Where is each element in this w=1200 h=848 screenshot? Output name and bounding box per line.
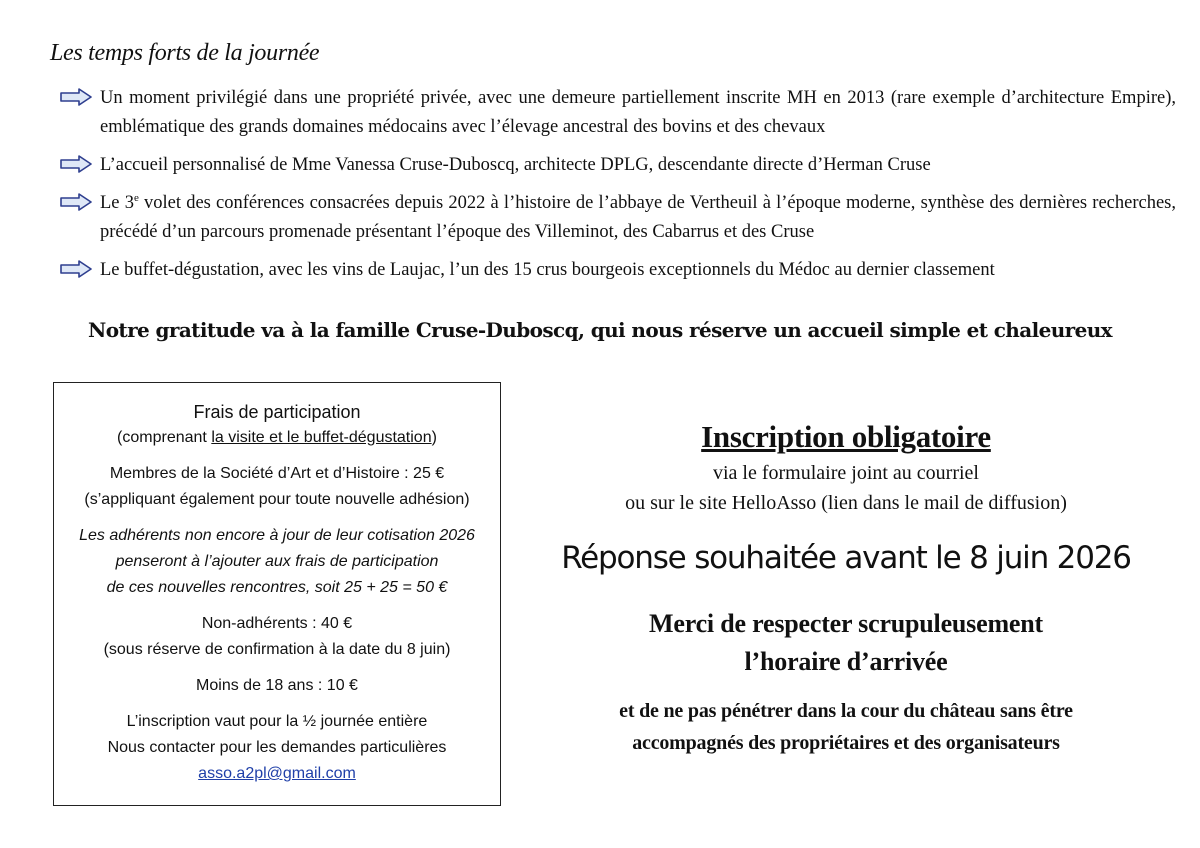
contact-email-line bbox=[54, 761, 500, 787]
list-item bbox=[60, 256, 1176, 285]
renewal-note-line: Les adhérents non encore à jour de leur cotisation 2026 bbox=[79, 527, 475, 544]
non-members-fee-group bbox=[54, 611, 500, 663]
right-arrow-icon bbox=[60, 155, 92, 173]
fees-subtitle-end: ) bbox=[431, 429, 437, 446]
arrival-notice-line: Merci de respecter scrupuleusement bbox=[649, 609, 1043, 638]
section-heading: Les temps forts de la journée bbox=[50, 40, 320, 66]
renewal-note-line: de ces nouvelles rencontres, soit 25 + 25 = 50 € bbox=[106, 579, 448, 596]
fees-box bbox=[53, 382, 501, 806]
courtyard-notice-line: accompagnés des propriétaires et des organisateurs bbox=[632, 732, 1060, 754]
highlight-text-rest: volet des conférences consacrées depuis 2022 à l’histoire de l’abbaye de Vertheuil à l’époque moderne, synthèse des dernières recherches, précédé d’un parcours promenade présentant l’époque des Villeminot, des Cabarrus et des Cruse bbox=[100, 193, 1176, 242]
renewal-note-line: penseront à l’ajouter aux frais de participation bbox=[115, 553, 439, 570]
under18-fee-group bbox=[54, 673, 500, 699]
members-fee-note: (s’appliquant également pour toute nouvelle adhésion) bbox=[84, 491, 470, 508]
highlight-text: L’accueil personnalisé de Mme Vanessa Cruse-Duboscq, architecte DPLG, descendante directe d’Herman Cruse bbox=[100, 155, 931, 175]
renewal-note-group bbox=[54, 523, 500, 601]
non-members-fee: Non-adhérents : 40 € bbox=[201, 615, 353, 632]
gratitude-statement: Notre gratitude va à la famille Cruse-Duboscq, qui nous réserve un accueil simple et chaleureux bbox=[88, 318, 1112, 342]
half-day-note: L’inscription vaut pour la ½ journée entière bbox=[126, 713, 428, 730]
contact-note: Nous contacter pour les demandes particulières bbox=[107, 739, 447, 756]
arrival-notice bbox=[530, 605, 1162, 681]
fees-subtitle-underlined: la visite et le buffet-dégustation bbox=[211, 429, 432, 446]
contact-group bbox=[54, 709, 500, 787]
registration-line: via le formulaire joint au courriel bbox=[712, 462, 979, 484]
highlight-text bbox=[100, 189, 1176, 247]
highlight-text: Un moment privilégié dans une propriété privée, avec une demeure partiellement inscrite MH en 2013 (rare exemple d’architecture Empire), emblématique des grands domaines médocains avec l’élevage ancestral des bovins et des chevaux bbox=[100, 88, 1176, 137]
courtyard-notice-line: et de ne pas pénétrer dans la cour du château sans être bbox=[619, 700, 1073, 722]
highlight-text-start: Le 3 bbox=[100, 193, 134, 213]
highlight-text: Le buffet-dégustation, avec les vins de Laujac, l’un des 15 crus bourgeois exceptionnels du Médoc au dernier classement bbox=[100, 260, 995, 280]
registration-title: Inscription obligatoire bbox=[701, 419, 991, 454]
right-arrow-icon bbox=[60, 88, 92, 106]
members-fee: Membres de la Société d’Art et d’Histoire : 25 € bbox=[109, 465, 445, 482]
reply-deadline: Réponse souhaitée avant le 8 juin 2026 bbox=[561, 540, 1131, 576]
list-item bbox=[60, 84, 1176, 142]
fees-title: Frais de participation bbox=[193, 402, 361, 422]
fees-subtitle bbox=[54, 425, 500, 451]
arrival-notice-line: l’horaire d’arrivée bbox=[744, 647, 948, 676]
fees-subtitle-start: (comprenant bbox=[117, 429, 212, 446]
registration-line: ou sur le site HelloAsso (lien dans le mail de diffusion) bbox=[625, 492, 1067, 514]
members-fee-group bbox=[54, 461, 500, 513]
right-arrow-icon bbox=[60, 193, 92, 211]
list-item bbox=[60, 151, 1176, 180]
non-members-fee-note: (sous réserve de confirmation à la date du 8 juin) bbox=[103, 641, 451, 658]
list-item bbox=[60, 189, 1176, 247]
email-link[interactable]: asso.a2pl@gmail.com bbox=[198, 765, 356, 782]
highlights-list bbox=[60, 84, 1176, 294]
under18-fee: Moins de 18 ans : 10 € bbox=[196, 677, 358, 694]
registration-section bbox=[530, 416, 1162, 759]
right-arrow-icon bbox=[60, 260, 92, 278]
courtyard-notice bbox=[530, 695, 1162, 759]
ordinal-superscript: e bbox=[133, 191, 139, 204]
